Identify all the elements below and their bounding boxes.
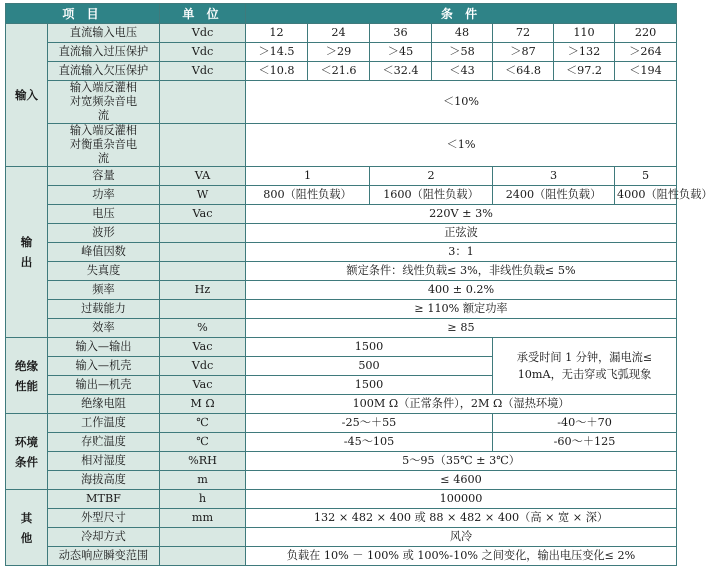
cell-value: -45～105 (246, 433, 493, 452)
cell-value: ＜32.4 (370, 62, 432, 81)
cell-value: 5～95（35℃ ± 3℃） (246, 452, 677, 471)
cell-value: ≤ 4600 (246, 471, 677, 490)
table-row (6, 124, 677, 167)
row-label: 动态响应瞬变范围 (48, 547, 160, 566)
section-other-text: 其他 (20, 510, 33, 545)
table-row (6, 243, 677, 262)
row-unit: ℃ (160, 414, 246, 433)
row-unit (160, 224, 246, 243)
table-row (6, 471, 677, 490)
row-unit: ℃ (160, 433, 246, 452)
cell-value: ＜10% (246, 81, 677, 124)
table-row (6, 338, 677, 357)
insulation-note-text: 承受时间 1 分钟，漏电流≤ 10mA，无击穿或飞弧现象 (516, 351, 653, 381)
table-row (6, 547, 677, 566)
header-row (6, 4, 677, 24)
row-label: 外型尺寸 (48, 509, 160, 528)
row-unit (160, 243, 246, 262)
cell-value: 5 (615, 167, 677, 186)
cell-value: 110 (554, 24, 615, 43)
row-label: 频率 (48, 281, 160, 300)
section-other (6, 490, 48, 566)
row-unit: %RH (160, 452, 246, 471)
table-row (6, 62, 677, 81)
cell-value: ≥ 85 (246, 319, 677, 338)
header-item: 项 目 (6, 4, 160, 24)
row-label: MTBF (48, 490, 160, 509)
cell-value: 1600（阻性负载） (370, 186, 493, 205)
row-unit (160, 124, 246, 167)
cell-value: 3 (493, 167, 615, 186)
row-unit (160, 547, 246, 566)
table-row (6, 490, 677, 509)
cell-value: ＞58 (432, 43, 493, 62)
cell-value: -40～＋70 (493, 414, 677, 433)
header-condition: 条 件 (246, 4, 677, 24)
section-output (6, 167, 48, 338)
cell-value: ＜10.8 (246, 62, 308, 81)
cell-value: 2400（阻性负载） (493, 186, 615, 205)
row-unit: Vdc (160, 62, 246, 81)
row-label: 直流输入电压 (48, 24, 160, 43)
row-label: 功率 (48, 186, 160, 205)
insulation-note (493, 338, 677, 395)
row-label: 存贮温度 (48, 433, 160, 452)
row-unit: Vac (160, 376, 246, 395)
table-row (6, 509, 677, 528)
row-unit: % (160, 319, 246, 338)
table-row (6, 300, 677, 319)
row-unit: Vac (160, 205, 246, 224)
cell-value: 500 (246, 357, 493, 376)
cell-value: ＜43 (432, 62, 493, 81)
table-row (6, 81, 677, 124)
cell-value: ≥ 110% 额定功率 (246, 300, 677, 319)
cell-value: 400 ± 0.2% (246, 281, 677, 300)
row-label (48, 124, 160, 167)
spec-table (5, 3, 713, 566)
cell-value: 1500 (246, 376, 493, 395)
cell-value: ＜21.6 (308, 62, 370, 81)
row-label: 容量 (48, 167, 160, 186)
cell-value: 100000 (246, 490, 677, 509)
row-label: 过载能力 (48, 300, 160, 319)
row-unit (160, 262, 246, 281)
section-environment (6, 414, 48, 490)
cell-value: ＜1% (246, 124, 677, 167)
table-row (6, 224, 677, 243)
row-unit: m (160, 471, 246, 490)
row-unit: W (160, 186, 246, 205)
cell-value: -60～＋125 (493, 433, 677, 452)
row-label: 海拔高度 (48, 471, 160, 490)
row-label: 输入—机壳 (48, 357, 160, 376)
row-label: 失真度 (48, 262, 160, 281)
cell-value: 负载在 10% － 100% 或 100%-10% 之间变化，输出电压变化≤ 2% (246, 547, 677, 566)
row-unit: Vac (160, 338, 246, 357)
header-unit: 单 位 (160, 4, 246, 24)
cell-value: 正弦波 (246, 224, 677, 243)
table-row (6, 319, 677, 338)
section-insulation-text: 绝缘性能 (14, 358, 38, 393)
cell-value: -25～＋55 (246, 414, 493, 433)
table-row (6, 186, 677, 205)
cell-value: ＞132 (554, 43, 615, 62)
row-label: 输出—机壳 (48, 376, 160, 395)
cell-value: 额定条件：线性负载≤ 3%，非线性负载≤ 5% (246, 262, 677, 281)
cell-value: ＞264 (615, 43, 677, 62)
row-unit (160, 300, 246, 319)
row-label: 绝缘电阻 (48, 395, 160, 414)
cell-value: ＞45 (370, 43, 432, 62)
cell-value: 1 (246, 167, 370, 186)
cell-value: 风冷 (246, 528, 677, 547)
section-input: 输入 (6, 24, 48, 167)
table-row (6, 452, 677, 471)
table-row (6, 528, 677, 547)
cell-value: 12 (246, 24, 308, 43)
table-row (6, 433, 677, 452)
row-label: 效率 (48, 319, 160, 338)
row-label: 输入—输出 (48, 338, 160, 357)
row-label: 工作温度 (48, 414, 160, 433)
cell-value: 36 (370, 24, 432, 43)
table-row (6, 395, 677, 414)
cell-value: 3：1 (246, 243, 677, 262)
cell-value: 48 (432, 24, 493, 43)
table-row (6, 24, 677, 43)
section-insulation (6, 338, 48, 414)
table-row (6, 205, 677, 224)
cell-value: 24 (308, 24, 370, 43)
table-row (6, 414, 677, 433)
cell-value: ＜97.2 (554, 62, 615, 81)
section-output-text: 输出 (20, 235, 33, 269)
row-label: 直流输入过压保护 (48, 43, 160, 62)
table-row (6, 43, 677, 62)
row-unit (160, 81, 246, 124)
cell-value: 132 × 482 × 400 或 88 × 482 × 400（高 × 宽 × 深） (246, 509, 677, 528)
cell-value: ＞29 (308, 43, 370, 62)
cell-value: 220V ± 3% (246, 205, 677, 224)
row-label: 相对湿度 (48, 452, 160, 471)
table-row (6, 281, 677, 300)
row-label: 冷却方式 (48, 528, 160, 547)
cell-value: ＞14.5 (246, 43, 308, 62)
row-label: 电压 (48, 205, 160, 224)
cell-value: 1500 (246, 338, 493, 357)
row-unit: VA (160, 167, 246, 186)
cell-value: 2 (370, 167, 493, 186)
cell-value: 800（阻性负载） (246, 186, 370, 205)
cell-value: 4000（阻性负载） (615, 186, 677, 205)
row-label (48, 81, 160, 124)
row-unit: M Ω (160, 395, 246, 414)
cell-value: 72 (493, 24, 554, 43)
row-unit: Vdc (160, 24, 246, 43)
row-unit: Vdc (160, 43, 246, 62)
row-unit (160, 528, 246, 547)
row-label: 直流输入欠压保护 (48, 62, 160, 81)
table-row (6, 167, 677, 186)
row-label-text: 输入端反灌相对衡重杂音电流 (69, 124, 138, 165)
row-unit: mm (160, 509, 246, 528)
row-unit: Hz (160, 281, 246, 300)
row-label: 波形 (48, 224, 160, 243)
row-label-text: 输入端反灌相对宽频杂音电流 (69, 81, 138, 122)
section-environment-text: 环境条件 (14, 434, 38, 469)
cell-value: ＜194 (615, 62, 677, 81)
cell-value: ＞87 (493, 43, 554, 62)
cell-value: 100M Ω（正常条件），2M Ω（湿热环境） (246, 395, 677, 414)
row-label: 峰值因数 (48, 243, 160, 262)
table-row (6, 262, 677, 281)
row-unit: h (160, 490, 246, 509)
cell-value: ＜64.8 (493, 62, 554, 81)
cell-value: 220 (615, 24, 677, 43)
row-unit: Vdc (160, 357, 246, 376)
